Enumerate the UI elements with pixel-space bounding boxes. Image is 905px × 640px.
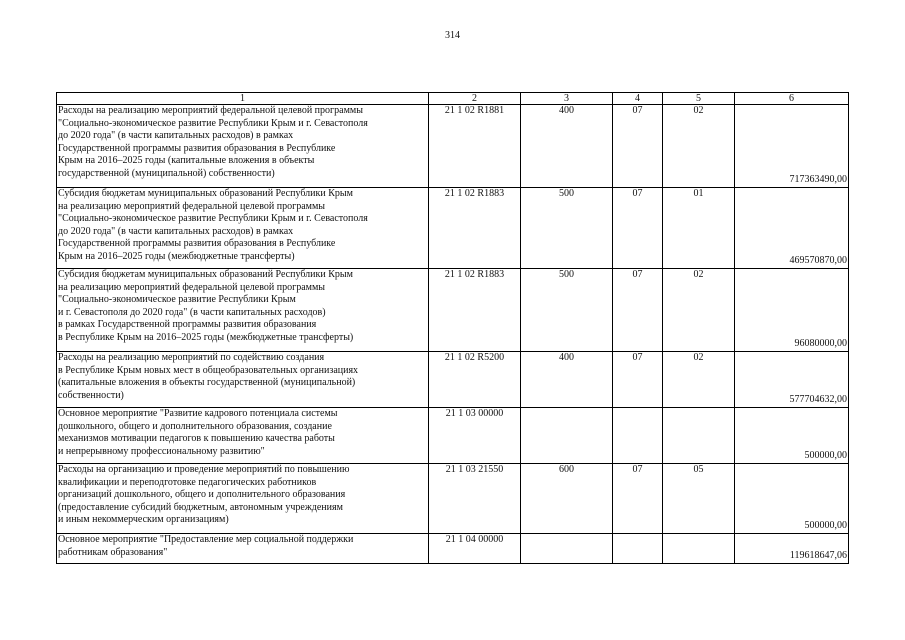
expense-type-cell: 400 <box>521 352 613 408</box>
description-cell: Расходы на организацию и проведение мероприятий по повышению квалификации и переподготовке педагогических работников организаций дошкольного, общего и дополнительного образования (предоставление субсидий бюджетным, автономным учреждениям и иным некоммерческим организациям) <box>57 464 429 534</box>
target-article-cell: 21 1 03 21550 <box>429 464 521 534</box>
amount-cell: 577704632,00 <box>735 352 849 408</box>
subsection-cell: 02 <box>663 352 735 408</box>
table-row <box>57 188 849 269</box>
section-cell: 07 <box>613 188 663 269</box>
table-row <box>57 408 849 464</box>
expense-type-cell: 600 <box>521 464 613 534</box>
column-header: 5 <box>663 93 735 105</box>
column-header: 1 <box>57 93 429 105</box>
expense-type-cell: 400 <box>521 105 613 188</box>
amount-cell: 500000,00 <box>735 464 849 534</box>
section-cell <box>613 534 663 564</box>
column-header: 6 <box>735 93 849 105</box>
amount-cell: 96080000,00 <box>735 269 849 352</box>
subsection-cell: 02 <box>663 269 735 352</box>
column-header: 4 <box>613 93 663 105</box>
expense-type-cell <box>521 534 613 564</box>
section-cell: 07 <box>613 352 663 408</box>
target-article-cell: 21 1 02 R1883 <box>429 269 521 352</box>
table-row <box>57 534 849 564</box>
description-cell: Расходы на реализацию мероприятий по содействию создания в Республике Крым новых мест в общеобразовательных организациях (капитальные вложения в объекты государственной (муниципальной) собственности) <box>57 352 429 408</box>
table-row <box>57 105 849 188</box>
target-article-cell: 21 1 02 R1881 <box>429 105 521 188</box>
subsection-cell: 02 <box>663 105 735 188</box>
expense-type-cell: 500 <box>521 269 613 352</box>
subsection-cell <box>663 408 735 464</box>
subsection-cell <box>663 534 735 564</box>
header-row <box>57 93 849 105</box>
table-row <box>57 352 849 408</box>
budget-table <box>56 92 849 564</box>
description-cell: Основное мероприятие "Предоставление мер социальной поддержки работникам образования" <box>57 534 429 564</box>
target-article-cell: 21 1 02 R1883 <box>429 188 521 269</box>
amount-cell: 500000,00 <box>735 408 849 464</box>
amount-cell: 469570870,00 <box>735 188 849 269</box>
target-article-cell: 21 1 02 R5200 <box>429 352 521 408</box>
description-cell: Основное мероприятие "Развитие кадрового потенциала системы дошкольного, общего и дополнительного образования, создание механизмов мотивации педагогов к повышению качества работы и непрерывному профессиональному развитию" <box>57 408 429 464</box>
column-header: 2 <box>429 93 521 105</box>
expense-type-cell: 500 <box>521 188 613 269</box>
page-number: 314 <box>445 30 460 41</box>
target-article-cell: 21 1 03 00000 <box>429 408 521 464</box>
amount-cell: 717363490,00 <box>735 105 849 188</box>
section-cell: 07 <box>613 105 663 188</box>
description-cell: Субсидия бюджетам муниципальных образований Республики Крым на реализацию мероприятий федеральной целевой программы "Социально-экономическое развитие Республики Крым и г. Севастополя до 2020 года" (в части капитальных расходов) в рамках Государственной программы развития образования в Республике Крым на 2016–2025 годы (межбюджетные трансферты) <box>57 188 429 269</box>
table-row <box>57 464 849 534</box>
description-cell: Расходы на реализацию мероприятий федеральной целевой программы "Социально-экономическое развитие Республики Крым и г. Севастополя до 2020 года" (в части капитальных расходов) в рамках Государственной программы развития образования в Республике Крым на 2016–2025 годы (капитальные вложения в объекты государственной (муниципальной) собственности) <box>57 105 429 188</box>
expense-type-cell <box>521 408 613 464</box>
subsection-cell: 01 <box>663 188 735 269</box>
subsection-cell: 05 <box>663 464 735 534</box>
section-cell: 07 <box>613 464 663 534</box>
target-article-cell: 21 1 04 00000 <box>429 534 521 564</box>
description-cell: Субсидия бюджетам муниципальных образований Республики Крым на реализацию мероприятий федеральной целевой программы "Социально-экономическое развитие Республики Крым и г. Севастополя до 2020 года" (в части капитальных расходов) в рамках Государственной программы развития образования в Республике Крым на 2016–2025 годы (межбюджетные трансферты) <box>57 269 429 352</box>
section-cell <box>613 408 663 464</box>
table-row <box>57 269 849 352</box>
section-cell: 07 <box>613 269 663 352</box>
column-header: 3 <box>521 93 613 105</box>
amount-cell: 119618647,06 <box>735 534 849 564</box>
